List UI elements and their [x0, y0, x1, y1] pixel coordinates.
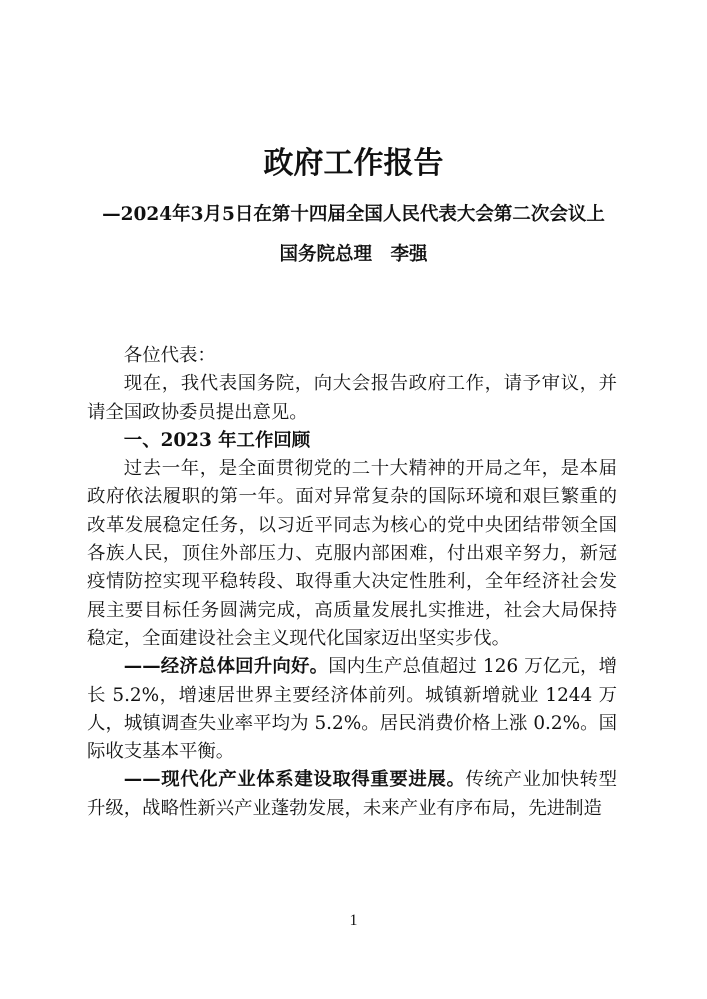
section-heading: 一、2023 年工作回顾	[123, 429, 311, 451]
document-body	[87, 342, 617, 823]
paragraph-industry-text: 传统产业加快转型升级，战略性新兴产业蓬勃发展，未来产业有序布局，先进制造	[87, 769, 617, 819]
document-subtitle: —2024年3月5日在第十四届全国人民代表大会第二次会议上	[102, 204, 605, 225]
intro-paragraph: 现在，我代表国务院，向大会报告政府工作，请予审议，并请全国政协委员提出意见。	[87, 373, 617, 423]
paragraph-industry-lead: ——现代化产业体系建设取得重要进展。	[123, 769, 466, 791]
paragraph-review: 过去一年，是全面贯彻党的二十大精神的开局之年，是本届政府依法履职的第一年。面对异常复杂的国际环境和艰巨繁重的改革发展稳定任务，以习近平同志为核心的党中央团结带领全国各族人民，顶住外部压力、克服内部困难，付出艰辛努力，新冠疫情防控实现平稳转段、取得重大决定性胜利，全年经济社会发展主要目标任务圆满完成，高质量发展扎实推进，社会大局保持稳定，全面建设社会主义现代化国家迈出坚实步伐。	[87, 458, 617, 649]
paragraph-industry	[87, 766, 617, 823]
salutation: 各位代表：	[123, 345, 216, 366]
paragraph-economy	[87, 653, 617, 766]
paragraph-economy-text: 国内生产总值超过 126 万亿元，增长 5.2%，增速居世界主要经济体前列。城镇新增就业 1244 万人，城镇调查失业率平均为 5.2%。居民消费价格上涨 0.2%。国际收支基本平衡。	[87, 656, 617, 763]
page-number: 1	[349, 912, 358, 929]
document-author: 国务院总理 李强	[279, 244, 428, 265]
paragraph-economy-lead: ——经济总体回升向好。	[123, 656, 329, 678]
document-title: 政府工作报告	[263, 146, 444, 181]
